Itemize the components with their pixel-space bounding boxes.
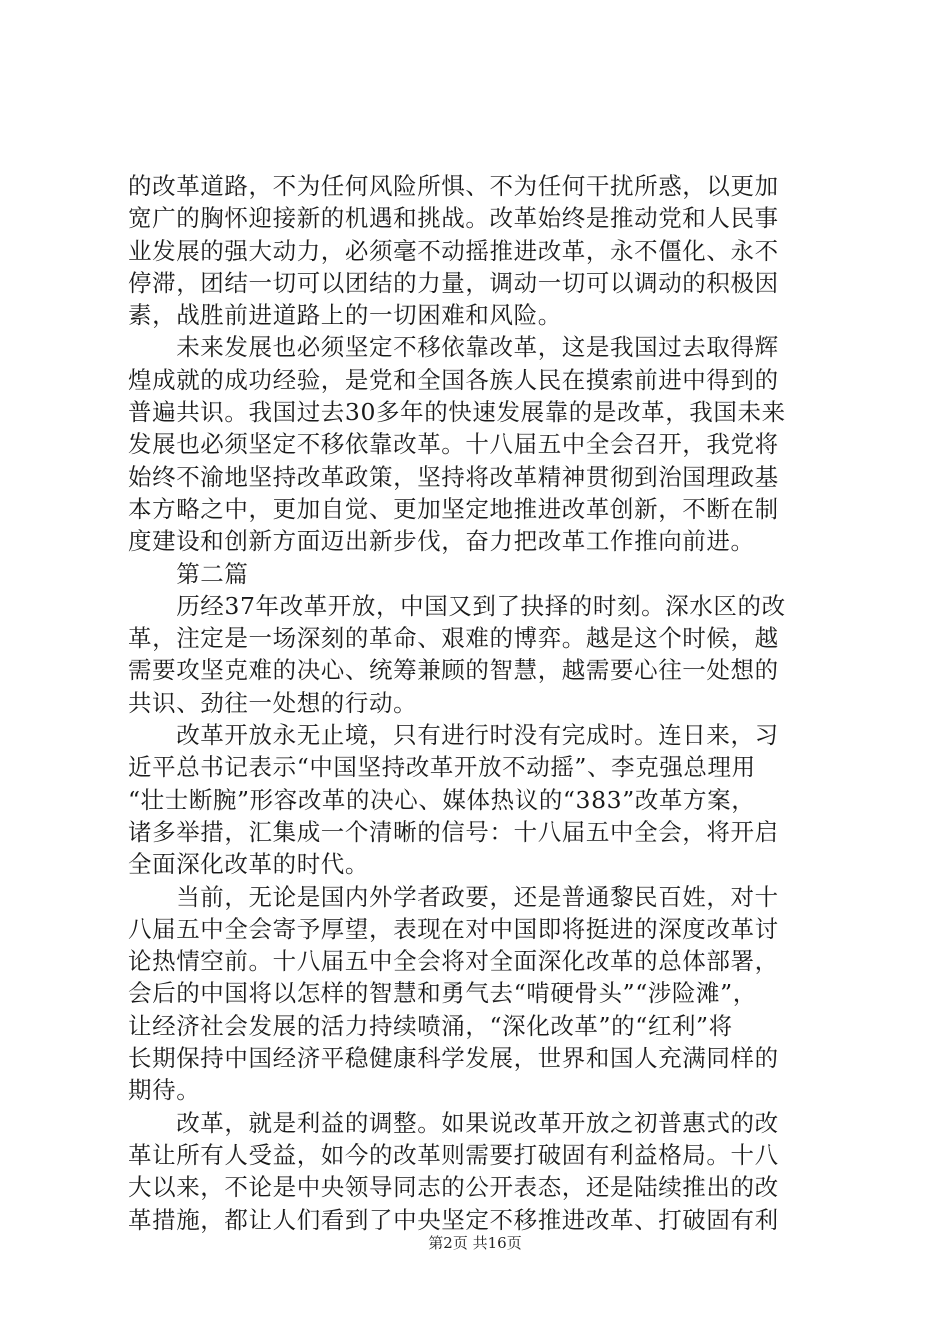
text-line: 的改革道路，不为任何风险所惧、不为任何干扰所惑，以更加 — [128, 172, 779, 200]
text-line: 度建设和创新方面迈出新步伐，奋力把改革工作推向前进。 — [128, 527, 755, 556]
text-line: 未来发展也必须坚定不移依靠改革，这是我国过去取得辉 — [128, 333, 779, 362]
text-line: 革让所有人受益，如今的改革则需要打破固有利益格局。十八 — [128, 1140, 779, 1169]
text-line: 当前，无论是国内外学者政要，还是普通黎民百姓，对十 — [128, 882, 779, 911]
text-line: 让经济社会发展的活力持续喷涌，“深化改革”的“红利”将 — [128, 1011, 733, 1040]
text-line: 全面深化改革的时代。 — [128, 850, 369, 879]
text-line: 素，战胜前进道路上的一切困难和风险。 — [128, 301, 562, 330]
text-line: 八届五中全会寄予厚望，表现在对中国即将挺进的深度改革讨 — [128, 914, 779, 943]
section-heading: 第二篇 — [128, 559, 249, 588]
text-line: 论热情空前。十八届五中全会将对全面深化改革的总体部署， — [128, 947, 779, 976]
text-line: 共识、劲往一处想的行动。 — [128, 688, 418, 717]
text-line: 业发展的强大动力，必须毫不动摇推进改革，永不僵化、永不 — [128, 236, 779, 265]
text-line: 长期保持中国经济平稳健康科学发展，世界和国人充满同样的 — [128, 1044, 779, 1073]
text-line: 需要攻坚克难的决心、统筹兼顾的智慧，越需要心往一处想的 — [128, 656, 779, 685]
text-line: 本方略之中，更加自觉、更加坚定地推进改革创新，不断在制 — [128, 494, 779, 523]
text-line: 大以来，不论是中央领导同志的公开表态，还是陆续推出的改 — [128, 1173, 779, 1202]
text-line: 始终不渝地坚持改革政策，坚持将改革精神贯彻到治国理政基 — [128, 462, 779, 491]
text-line: 期待。 — [128, 1076, 201, 1105]
text-line: 革措施，都让人们看到了中央坚定不移推进改革、打破固有利 — [128, 1205, 779, 1234]
text-line: 普遍共识。我国过去30多年的快速发展靠的是改革，我国未来 — [128, 398, 786, 427]
document-body — [128, 170, 828, 1236]
text-line: 煌成就的成功经验，是党和全国各族人民在摸索前进中得到的 — [128, 365, 779, 394]
text-line: 近平总书记表示“中国坚持改革开放不动摇”、李克强总理用 — [128, 753, 756, 782]
text-line: 宽广的胸怀迎接新的机遇和挑战。改革始终是推动党和人民事 — [128, 204, 779, 233]
text-line: 会后的中国将以怎样的智慧和勇气去“啃硬骨头”“涉险滩”， — [128, 979, 757, 1008]
text-line: 革，注定是一场深刻的革命、艰难的博弈。越是这个时候，越 — [128, 624, 779, 653]
text-line: 改革，就是利益的调整。如果说改革开放之初普惠式的改 — [128, 1108, 779, 1137]
page-number-footer: 第2页 共16页 — [428, 1234, 522, 1252]
text-line: 诸多举措，汇集成一个清晰的信号：十八届五中全会，将开启 — [128, 817, 779, 846]
text-line: 发展也必须坚定不移依靠改革。十八届五中全会召开，我党将 — [128, 430, 779, 459]
text-line: 改革开放永无止境，只有进行时没有完成时。连日来，习 — [128, 721, 779, 750]
text-line: 历经37年改革开放，中国又到了抉择的时刻。深水区的改 — [128, 591, 786, 620]
text-line: 停滞，团结一切可以团结的力量，调动一切可以调动的积极因 — [128, 268, 779, 297]
text-line: “壮士断腕”形容改革的决心、媒体热议的“383”改革方案， — [128, 785, 756, 814]
